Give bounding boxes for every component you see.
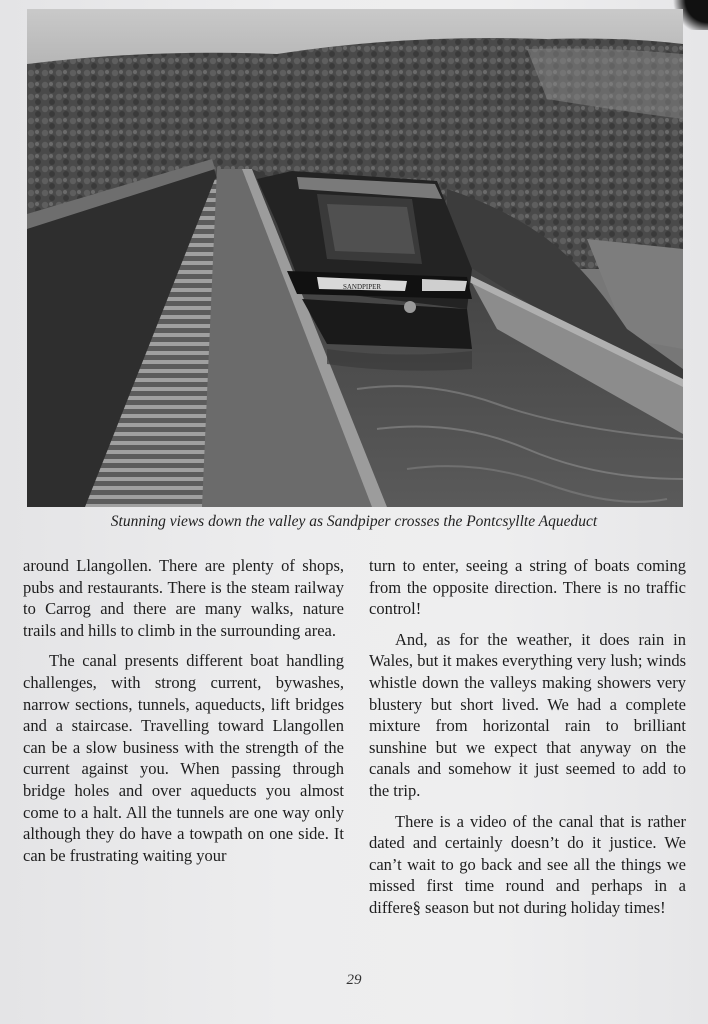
paragraph: turn to enter, seeing a string of boats coming from the opposite direction. There is no traffic control!	[369, 556, 686, 619]
right-text-column	[369, 555, 686, 919]
paragraph: around Llangollen. There are plenty of shops, pubs and restaurants. There is the steam railway to Carrog and there are many walks, nature trails and hills to climb in the surrounding area.	[23, 556, 344, 640]
page-number: 29	[346, 972, 362, 988]
paragraph: There is a video of the canal that is rather dated and certainly doesn’t do it justice. We can’t wait to go back and see all the things we missed first time round and perhaps in a differe§ season but not during holiday times!	[369, 811, 686, 917]
left-text-column	[23, 555, 344, 866]
paragraph: The canal presents different boat handling challenges, with strong current, bywashes, narrow sections, tunnels, aqueducts, lift bridges and a staircase. Travelling toward Llangollen can be a slow business with the strength of the current against you. When passing through bridge holes and over aqueducts you almost come to a halt. All the tunnels are one way only although they do have a towpath on one side. It can be frustrating waiting your	[23, 651, 344, 865]
photo-caption: Stunning views down the valley as Sandpiper crosses the Pontcsyllte Aqueduct	[110, 513, 598, 530]
photo-narrowboat-aqueduct	[27, 9, 683, 507]
paragraph: And, as for the weather, it does rain in Wales, but it makes everything very lush; winds whistle down the valleys making showers very blustery but short lived. We had a complete mixture from horizontal rain to brilliant sunshine but we expect that anyway on the canals and somehow it just seemed to add to the trip.	[369, 629, 686, 800]
svg-text:SANDPIPER: SANDPIPER	[342, 283, 382, 291]
